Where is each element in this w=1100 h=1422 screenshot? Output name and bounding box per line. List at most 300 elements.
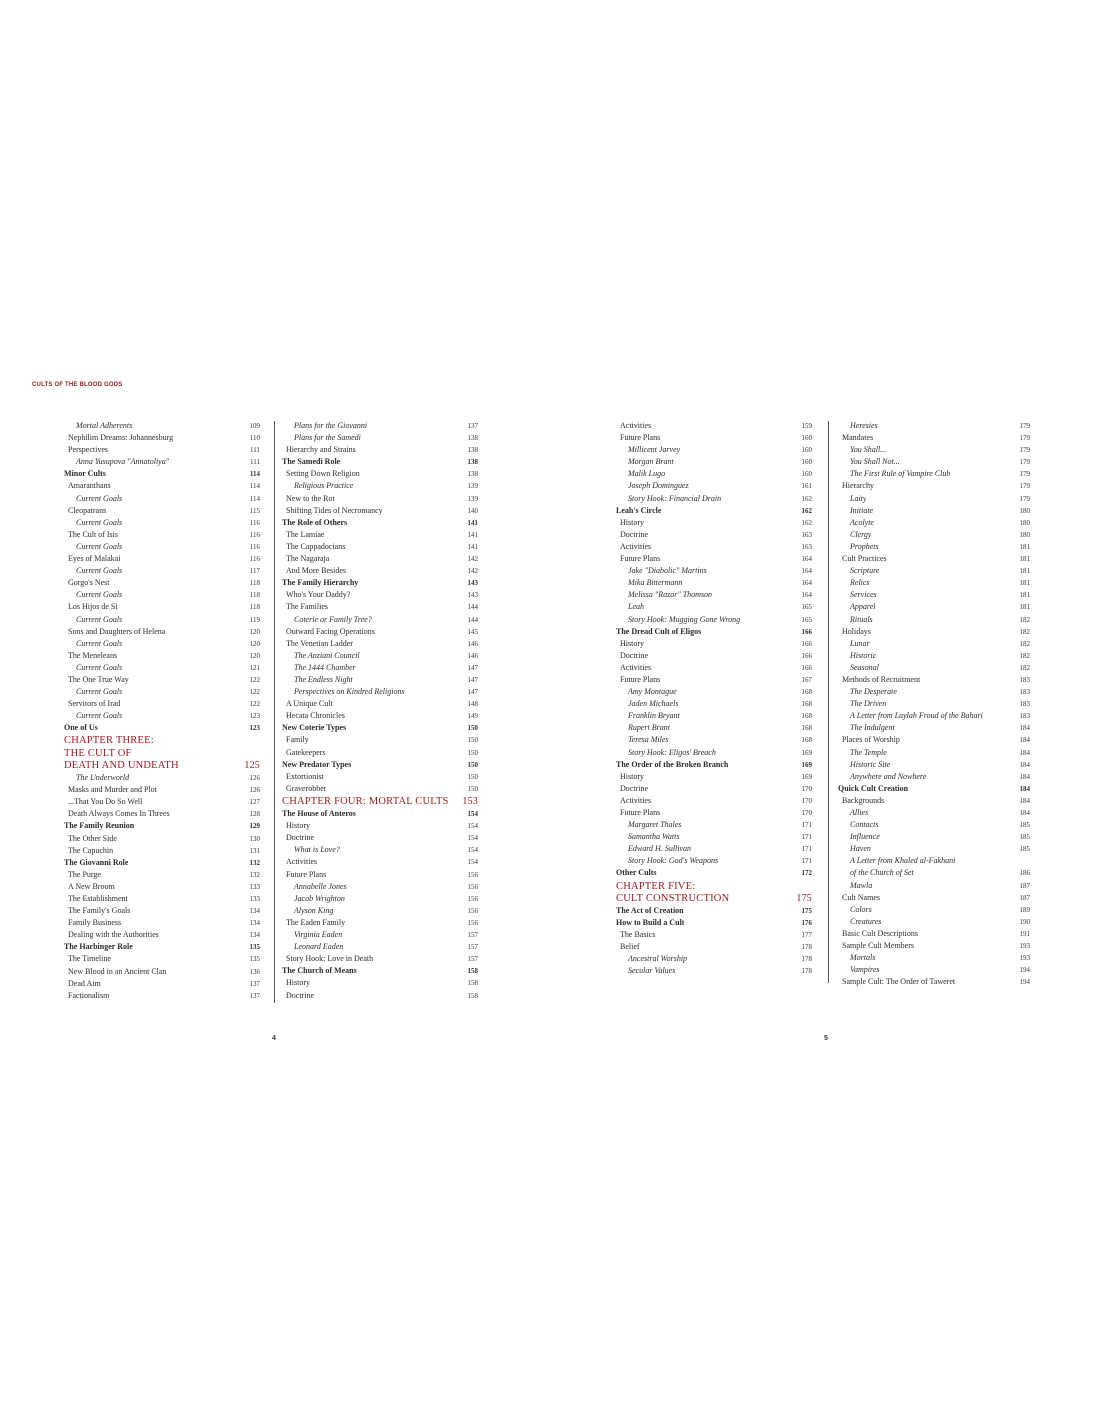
toc-entry-page: 179 xyxy=(1019,434,1030,443)
toc-entry-title: History xyxy=(620,517,644,527)
toc-entry xyxy=(616,674,812,686)
toc-entry-page: 171 xyxy=(801,845,812,854)
toc-entry-page: 122 xyxy=(249,675,260,684)
toc-entry xyxy=(616,589,812,601)
toc-entry-page: 170 xyxy=(801,796,812,805)
toc-entry xyxy=(64,686,260,698)
toc-entry-title: The Families xyxy=(286,602,328,612)
toc-entry xyxy=(282,565,478,577)
toc-entry-title: Sons and Daughters of Helena xyxy=(68,626,166,636)
toc-entry-title: Mortals xyxy=(850,953,876,963)
page-number-left: 4 xyxy=(272,1035,276,1042)
toc-entry xyxy=(64,917,260,929)
toc-entry-title: The 1444 Chamber xyxy=(294,662,356,672)
toc-entry-title: Vampires xyxy=(850,965,880,975)
toc-entry-page: 181 xyxy=(1019,555,1030,564)
toc-entry-page: 182 xyxy=(1019,615,1030,624)
toc-entry-title: Current Goals xyxy=(76,493,123,503)
toc-entry-page: 150 xyxy=(467,736,478,745)
toc-entry xyxy=(64,796,260,808)
toc-entry xyxy=(64,978,260,990)
toc-entry xyxy=(64,456,260,468)
toc-entry xyxy=(64,784,260,796)
toc-entry-page: 184 xyxy=(1019,796,1030,805)
toc-entry-title: CHAPTER FIVE: CULT CONSTRUCTION xyxy=(616,880,730,904)
toc-entry xyxy=(282,601,478,613)
toc-entry xyxy=(282,881,478,893)
toc-entry-page: 163 xyxy=(801,530,812,539)
toc-entry-page: 179 xyxy=(1019,446,1030,455)
toc-entry-title: Allies xyxy=(850,808,869,817)
toc-entry-page: 156 xyxy=(467,870,478,879)
toc-entry-title: Quick Cult Creation xyxy=(838,783,909,793)
toc-entry-page: 134 xyxy=(249,919,260,928)
toc-entry-title: You Shall... xyxy=(850,445,887,455)
toc-entry-page: 179 xyxy=(1019,470,1030,479)
toc-entry-page: 185 xyxy=(1019,845,1030,854)
toc-entry-title: Historic xyxy=(850,650,877,660)
toc-entry-page: 140 xyxy=(467,506,478,515)
toc-entry xyxy=(282,444,478,456)
toc-entry-page: 114 xyxy=(249,494,260,503)
toc-entry-page: 162 xyxy=(801,494,812,503)
toc-entry-title: Doctrine xyxy=(620,783,648,793)
toc-entry-title: New to the Rot xyxy=(286,493,335,503)
toc-entry-page: 184 xyxy=(1019,724,1030,733)
toc-entry-page: 183 xyxy=(1019,675,1030,684)
toc-entry-title: Cleopatrans xyxy=(68,505,107,515)
toc-entry-title: Servitors of Irad xyxy=(68,699,121,709)
toc-entry-title: Family Business xyxy=(68,918,122,928)
toc-entry-page: 116 xyxy=(249,530,260,539)
toc-entry-page: 125 xyxy=(244,759,260,771)
toc-entry-title: Extortionist xyxy=(286,771,324,781)
toc-entry-title: Backgrounds xyxy=(842,795,885,805)
toc-entry-page: 168 xyxy=(801,712,812,721)
toc-chapter-heading xyxy=(64,734,260,772)
toc-entry-title: Plans for the Samedi xyxy=(294,433,361,443)
toc-entry xyxy=(64,589,260,601)
toc-entry-title: Malik Lugo xyxy=(628,469,666,479)
toc-section-entry xyxy=(282,577,478,589)
toc-entry xyxy=(64,638,260,650)
toc-entry xyxy=(616,638,812,650)
toc-entry-title: Graverobber xyxy=(286,783,327,793)
toc-column-3 xyxy=(616,420,812,978)
column-divider xyxy=(828,421,829,983)
toc-entry xyxy=(282,698,478,710)
toc-entry-page: 134 xyxy=(249,907,260,916)
toc-entry xyxy=(616,686,812,698)
toc-entry xyxy=(282,929,478,941)
toc-entry-page: 165 xyxy=(801,615,812,624)
toc-entry-title: New Coterie Types xyxy=(282,723,347,733)
toc-entry-title: The Giovanni Role xyxy=(64,857,129,867)
toc-entry xyxy=(64,444,260,456)
toc-entry-title: Minor Cults xyxy=(64,469,106,479)
toc-entry xyxy=(838,771,1030,783)
toc-entry-page: 180 xyxy=(1019,506,1030,515)
toc-section-entry xyxy=(64,468,260,480)
toc-entry xyxy=(282,893,478,905)
toc-entry-title: Activities xyxy=(620,541,652,551)
toc-section-entry xyxy=(616,867,812,879)
toc-entry xyxy=(838,819,1030,831)
toc-entry xyxy=(64,990,260,1002)
toc-entry-title: Historic Site xyxy=(850,759,891,769)
toc-entry-page: 164 xyxy=(801,579,812,588)
toc-entry xyxy=(282,614,478,626)
toc-entry-title: The Family's Goals xyxy=(68,906,131,916)
toc-entry-page: 179 xyxy=(1019,494,1030,503)
toc-entry-page: 121 xyxy=(249,663,260,672)
toc-entry xyxy=(64,893,260,905)
toc-entry-title: Amaranthans xyxy=(68,481,111,491)
toc-entry xyxy=(282,990,478,1002)
toc-entry-title: A Letter from Laylah Froud of the Bahari xyxy=(850,711,983,721)
toc-entry-title: The Underworld xyxy=(76,773,130,783)
toc-entry-title: Doctrine xyxy=(620,529,648,539)
toc-entry-title: The Timeline xyxy=(68,954,111,964)
toc-entry-page: 147 xyxy=(467,663,478,672)
toc-entry-title: Acolyte xyxy=(850,517,874,527)
toc-entry-title: The Act of Creation xyxy=(616,905,684,915)
toc-entry-page: 150 xyxy=(467,760,478,769)
toc-entry-title: Story Hook: Mugging Gone Wrong xyxy=(628,614,741,624)
toc-entry xyxy=(64,626,260,638)
toc-entry-title: The Other Side xyxy=(68,833,117,843)
toc-entry-page: 116 xyxy=(249,555,260,564)
toc-entry xyxy=(64,541,260,553)
toc-entry-page: 169 xyxy=(801,748,812,757)
toc-entry-page: 184 xyxy=(1019,760,1030,769)
toc-entry xyxy=(616,819,812,831)
toc-entry-page: 128 xyxy=(249,810,260,819)
toc-entry-page: 184 xyxy=(1019,748,1030,757)
toc-entry xyxy=(838,892,1030,904)
toc-entry-title: Seasonal xyxy=(850,662,879,672)
toc-entry-page: 122 xyxy=(249,688,260,697)
toc-entry xyxy=(838,614,1030,626)
toc-entry-page: 154 xyxy=(467,822,478,831)
toc-entry-page: 144 xyxy=(467,603,478,612)
toc-entry xyxy=(64,833,260,845)
toc-entry-page: 183 xyxy=(1019,700,1030,709)
toc-entry-page: 168 xyxy=(801,724,812,733)
toc-entry-title: Current Goals xyxy=(76,711,123,721)
toc-entry-title: Belief xyxy=(620,942,640,952)
toc-entry-page: 154 xyxy=(467,810,478,819)
toc-entry-title: Current Goals xyxy=(76,517,123,527)
toc-entry xyxy=(838,650,1030,662)
toc-entry xyxy=(838,734,1030,746)
toc-entry xyxy=(616,517,812,529)
toc-entry-title: Laity xyxy=(850,493,867,503)
toc-entry-title: Annabelle Jones xyxy=(294,881,347,891)
toc-entry-page: 194 xyxy=(1019,966,1030,975)
toc-entry-title: The Lamiae xyxy=(286,529,325,539)
toc-entry xyxy=(838,662,1030,674)
toc-entry-page: 138 xyxy=(467,446,478,455)
toc-entry-page: 171 xyxy=(801,821,812,830)
toc-section-entry xyxy=(282,759,478,771)
toc-entry-page: 164 xyxy=(801,591,812,600)
toc-entry xyxy=(838,674,1030,686)
toc-entry xyxy=(64,480,260,492)
toc-column-4 xyxy=(838,420,1030,988)
toc-entry xyxy=(282,432,478,444)
toc-entry-title: The Cult of Isis xyxy=(68,529,118,539)
toc-entry xyxy=(616,444,812,456)
toc-entry-title: Prophets xyxy=(850,541,879,551)
toc-entry-title: Methods of Recruitment xyxy=(842,674,921,684)
toc-entry-page: 156 xyxy=(467,906,478,915)
toc-entry-title: Who's Your Daddy? xyxy=(286,590,351,600)
toc-entry-page: 109 xyxy=(249,422,260,430)
toc-entry-title: History xyxy=(620,771,644,781)
toc-entry-title: Jacob Wrighton xyxy=(294,893,345,903)
toc-entry-title: Dead Aim xyxy=(68,978,101,988)
toc-section-entry xyxy=(282,722,478,734)
toc-entry-page: 138 xyxy=(467,434,478,443)
toc-entry-title: CHAPTER THREE: THE CULT OF DEATH AND UNDEATH xyxy=(64,735,179,771)
toc-entry-page: 184 xyxy=(1019,772,1030,781)
toc-entry-page: 178 xyxy=(801,943,812,952)
toc-entry xyxy=(282,638,478,650)
toc-entry-title: Eyes of Malakai xyxy=(68,554,121,564)
toc-entry-title: Other Cults xyxy=(616,868,657,878)
toc-entry-title: Doctrine xyxy=(286,833,314,843)
toc-entry xyxy=(282,529,478,541)
toc-entry-title: Future Plans xyxy=(620,433,661,443)
toc-entry xyxy=(64,432,260,444)
toc-entry-page: 159 xyxy=(801,422,812,430)
toc-entry-title: History xyxy=(286,978,310,988)
toc-entry xyxy=(838,565,1030,577)
toc-entry-page: 162 xyxy=(801,518,812,527)
toc-entry-title: The Family Hierarchy xyxy=(282,578,359,588)
toc-entry xyxy=(282,662,478,674)
toc-entry-title: Millicent Jarvey xyxy=(628,445,681,455)
toc-entry xyxy=(616,953,812,965)
toc-entry xyxy=(616,965,812,977)
toc-entry-title: A Unique Cult xyxy=(286,699,333,709)
toc-entry-page: 166 xyxy=(801,651,812,660)
toc-entry xyxy=(838,638,1030,650)
toc-entry xyxy=(838,807,1030,819)
toc-entry-page: 133 xyxy=(249,894,260,903)
toc-entry-page: 157 xyxy=(467,931,478,940)
toc-entry xyxy=(64,698,260,710)
toc-entry-title: Alyson King xyxy=(294,905,334,915)
toc-section-entry xyxy=(282,456,478,468)
toc-entry-title: Masks and Murder and Plot xyxy=(68,785,157,795)
toc-section-entry xyxy=(64,857,260,869)
toc-entry xyxy=(282,626,478,638)
toc-entry-title: Places of Worship xyxy=(842,735,900,745)
toc-entry-title: New Blood in an Ancient Clan xyxy=(68,966,167,976)
toc-entry-title: The Capuchin xyxy=(68,845,114,855)
toc-entry-page: 129 xyxy=(249,822,260,831)
toc-entry-page: 131 xyxy=(249,846,260,855)
toc-entry-title: The Establishment xyxy=(68,893,128,903)
toc-entry-page: 158 xyxy=(467,991,478,1000)
toc-entry-page: 165 xyxy=(801,603,812,612)
toc-entry-title: Leah's Circle xyxy=(616,505,662,515)
toc-entry xyxy=(838,855,1030,867)
toc-entry xyxy=(616,734,812,746)
toc-entry-page: 132 xyxy=(249,870,260,879)
toc-entry-page: 141 xyxy=(467,518,478,527)
toc-entry-page: 146 xyxy=(467,651,478,660)
toc-entry xyxy=(838,940,1030,952)
toc-entry xyxy=(282,941,478,953)
toc-entry-page: 172 xyxy=(801,869,812,878)
toc-entry xyxy=(282,541,478,553)
toc-entry-page: 164 xyxy=(801,555,812,564)
toc-entry-title: Story Hook: Financial Drain xyxy=(628,493,722,503)
toc-entry xyxy=(616,480,812,492)
toc-entry-title: The Temple xyxy=(850,747,887,757)
toc-entry xyxy=(838,964,1030,976)
toc-entry-title: Heresies xyxy=(850,421,878,430)
toc-entry xyxy=(616,710,812,722)
toc-entry-title: Mandates xyxy=(842,433,874,443)
toc-section-entry xyxy=(64,941,260,953)
toc-entry-title: The Order of the Broken Branch xyxy=(616,759,729,769)
toc-entry xyxy=(616,553,812,565)
toc-entry xyxy=(616,493,812,505)
toc-entry xyxy=(616,783,812,795)
toc-entry xyxy=(838,505,1030,517)
toc-entry-page: 183 xyxy=(1019,712,1030,721)
toc-entry-page: 160 xyxy=(801,446,812,455)
toc-entry xyxy=(616,795,812,807)
toc-entry xyxy=(838,976,1030,988)
toc-entry-title: Clergy xyxy=(850,529,872,539)
toc-entry-page: 154 xyxy=(467,858,478,867)
toc-entry xyxy=(282,589,478,601)
toc-entry-title: Amy Montague xyxy=(628,687,677,697)
toc-entry xyxy=(282,783,478,795)
toc-entry-title: Haven xyxy=(850,844,871,854)
toc-entry-title: Outward Facing Operations xyxy=(286,626,375,636)
toc-entry-page: 119 xyxy=(249,615,260,624)
toc-entry xyxy=(282,771,478,783)
toc-entry-page: 147 xyxy=(467,688,478,697)
toc-entry xyxy=(616,601,812,613)
toc-entry-title: The Eaden Family xyxy=(286,917,346,927)
toc-entry xyxy=(64,966,260,978)
toc-entry-title: The Meneleans xyxy=(68,650,118,660)
toc-entry xyxy=(616,929,812,941)
toc-entry-page: 132 xyxy=(249,858,260,867)
toc-entry-title: New Predator Types xyxy=(282,759,352,769)
toc-entry-page: 120 xyxy=(249,627,260,636)
toc-entry xyxy=(282,480,478,492)
toc-entry-page: 153 xyxy=(462,795,478,807)
toc-entry xyxy=(616,565,812,577)
toc-entry xyxy=(64,420,260,432)
toc-entry xyxy=(616,541,812,553)
toc-entry xyxy=(838,759,1030,771)
toc-entry-page: 137 xyxy=(467,422,478,430)
toc-entry-title: Initiate xyxy=(850,505,874,515)
toc-entry-page: 191 xyxy=(1019,929,1030,938)
toc-entry-title: Future Plans xyxy=(620,674,661,684)
toc-entry-page: 118 xyxy=(249,603,260,612)
toc-entry-title: Creatures xyxy=(850,916,882,926)
toc-entry-title: Samantha Watts xyxy=(628,832,680,842)
toc-section-entry xyxy=(616,759,812,771)
toc-entry-page: 110 xyxy=(249,434,260,443)
toc-entry-title: Current Goals xyxy=(76,638,123,648)
toc-entry-page: 169 xyxy=(801,772,812,781)
toc-entry xyxy=(616,662,812,674)
toc-entry-page: 184 xyxy=(1019,736,1030,745)
toc-entry xyxy=(838,795,1030,807)
toc-entry-page: 160 xyxy=(801,434,812,443)
toc-entry-page: 164 xyxy=(801,567,812,576)
toc-entry-page: 182 xyxy=(1019,627,1030,636)
toc-entry xyxy=(838,626,1030,638)
toc-entry-page: 177 xyxy=(801,931,812,940)
toc-entry-title: The Endless Night xyxy=(294,674,353,684)
toc-entry xyxy=(616,855,812,867)
toc-entry-page: 116 xyxy=(249,518,260,527)
toc-entry-title: Relics xyxy=(850,578,870,588)
toc-entry-title: Teresa Miles xyxy=(628,735,669,745)
toc-entry xyxy=(616,807,812,819)
toc-entry-page: 168 xyxy=(801,736,812,745)
toc-entry-title: Contacts xyxy=(850,820,879,830)
toc-entry xyxy=(838,710,1030,722)
toc-entry xyxy=(64,517,260,529)
toc-column-2 xyxy=(282,420,478,1002)
toc-entry-title: Lunar xyxy=(850,638,870,648)
column-divider xyxy=(274,421,275,1003)
toc-entry xyxy=(838,601,1030,613)
toc-entry xyxy=(64,905,260,917)
toc-entry-title: Los Hijos de Si xyxy=(68,602,118,612)
toc-entry xyxy=(838,686,1030,698)
toc-entry-title: Hecata Chronicles xyxy=(286,711,345,721)
toc-entry xyxy=(64,614,260,626)
toc-entry xyxy=(616,831,812,843)
toc-entry-page: 166 xyxy=(801,663,812,672)
toc-entry-title: Joseph Dominguez xyxy=(628,481,689,491)
toc-entry xyxy=(616,468,812,480)
toc-entry xyxy=(838,722,1030,734)
toc-entry-title: Story Hook: Love in Death xyxy=(286,954,374,964)
toc-entry xyxy=(64,710,260,722)
toc-entry-title: Current Goals xyxy=(76,541,123,551)
toc-entry-title: of the Church of Set xyxy=(850,868,914,878)
toc-entry xyxy=(838,747,1030,759)
toc-entry-page: 179 xyxy=(1019,458,1030,467)
toc-entry xyxy=(64,493,260,505)
toc-entry-page: 176 xyxy=(801,919,812,928)
toc-entry xyxy=(616,650,812,662)
toc-entry-title: Edward H. Sullivan xyxy=(628,844,692,854)
toc-entry xyxy=(616,577,812,589)
toc-entry xyxy=(838,456,1030,468)
toc-entry-title: Nephilim Dreams: Johannesburg xyxy=(68,433,174,443)
toc-entry-title: Future Plans xyxy=(620,808,661,817)
toc-entry-page: 115 xyxy=(249,506,260,515)
toc-entry-title: Activities xyxy=(286,857,318,867)
toc-entry-page: 157 xyxy=(467,955,478,964)
